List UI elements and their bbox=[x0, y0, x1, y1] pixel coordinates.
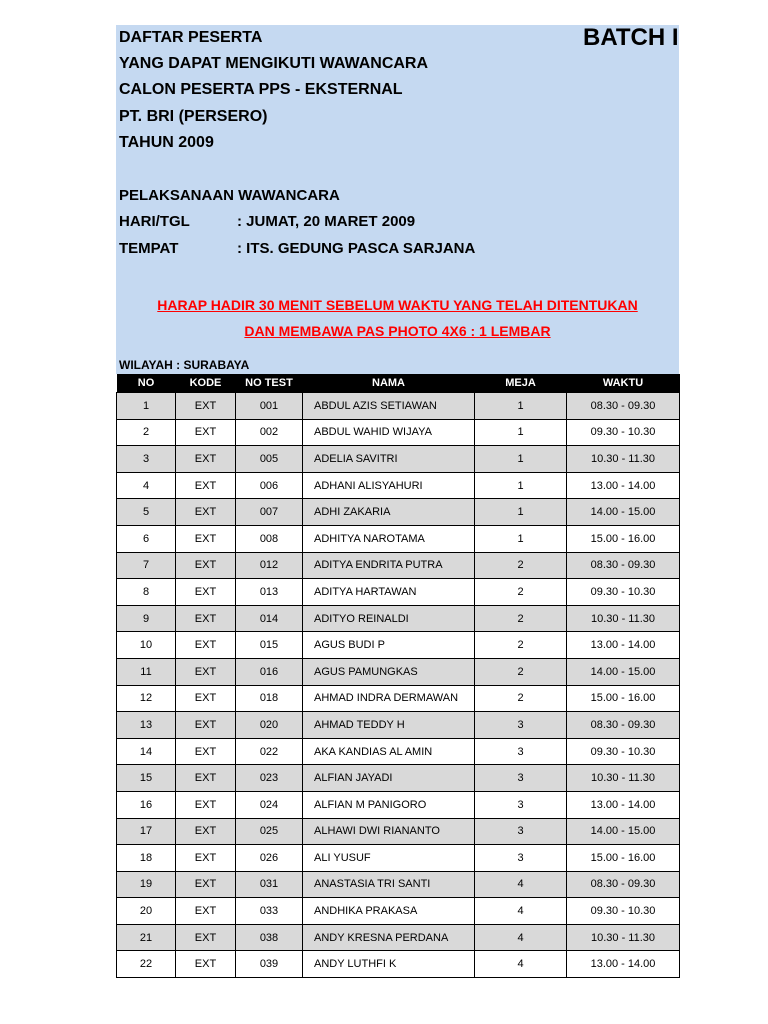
cell-no: 12 bbox=[117, 685, 176, 712]
table-body bbox=[117, 393, 680, 978]
cell-no-test: 023 bbox=[236, 765, 303, 792]
table-row bbox=[117, 924, 680, 951]
cell-no-test: 026 bbox=[236, 845, 303, 872]
cell-meja: 1 bbox=[475, 393, 567, 420]
cell-waktu: 13.00 - 14.00 bbox=[567, 791, 680, 818]
cell-kode: EXT bbox=[176, 499, 236, 526]
cell-no: 17 bbox=[117, 818, 176, 845]
cell-nama: AKA KANDIAS AL AMIN bbox=[303, 738, 475, 765]
cell-waktu: 08.30 - 09.30 bbox=[567, 871, 680, 898]
cell-kode: EXT bbox=[176, 658, 236, 685]
cell-no-test: 015 bbox=[236, 632, 303, 659]
table-row bbox=[117, 871, 680, 898]
cell-no: 13 bbox=[117, 712, 176, 739]
cell-no-test: 022 bbox=[236, 738, 303, 765]
cell-meja: 1 bbox=[475, 419, 567, 446]
cell-meja: 4 bbox=[475, 871, 567, 898]
cell-waktu: 08.30 - 09.30 bbox=[567, 552, 680, 579]
cell-kode: EXT bbox=[176, 791, 236, 818]
cell-meja: 2 bbox=[475, 579, 567, 606]
cell-meja: 1 bbox=[475, 446, 567, 473]
cell-nama: ANDHIKA PRAKASA bbox=[303, 898, 475, 925]
cell-no: 22 bbox=[117, 951, 176, 978]
cell-no-test: 014 bbox=[236, 605, 303, 632]
cell-meja: 4 bbox=[475, 898, 567, 925]
cell-kode: EXT bbox=[176, 472, 236, 499]
cell-meja: 1 bbox=[475, 499, 567, 526]
cell-no: 3 bbox=[117, 446, 176, 473]
table-row bbox=[117, 446, 680, 473]
cell-no-test: 033 bbox=[236, 898, 303, 925]
cell-kode: EXT bbox=[176, 845, 236, 872]
cell-nama: ADHANI ALISYAHURI bbox=[303, 472, 475, 499]
cell-no-test: 008 bbox=[236, 525, 303, 552]
cell-no: 7 bbox=[117, 552, 176, 579]
cell-no: 14 bbox=[117, 738, 176, 765]
cell-kode: EXT bbox=[176, 951, 236, 978]
table-row bbox=[117, 791, 680, 818]
cell-waktu: 15.00 - 16.00 bbox=[567, 845, 680, 872]
cell-meja: 4 bbox=[475, 924, 567, 951]
cell-meja: 3 bbox=[475, 845, 567, 872]
cell-waktu: 15.00 - 16.00 bbox=[567, 685, 680, 712]
cell-nama: ALI YUSUF bbox=[303, 845, 475, 872]
cell-nama: ADITYA HARTAWAN bbox=[303, 579, 475, 606]
cell-meja: 2 bbox=[475, 658, 567, 685]
cell-nama: ALFIAN M PANIGORO bbox=[303, 791, 475, 818]
table-row bbox=[117, 685, 680, 712]
cell-kode: EXT bbox=[176, 898, 236, 925]
cell-kode: EXT bbox=[176, 871, 236, 898]
cell-no-test: 013 bbox=[236, 579, 303, 606]
table-row bbox=[117, 499, 680, 526]
title-line-5: TAHUN 2009 bbox=[119, 134, 214, 151]
cell-kode: EXT bbox=[176, 924, 236, 951]
table-row bbox=[117, 658, 680, 685]
table-row bbox=[117, 552, 680, 579]
cell-no-test: 001 bbox=[236, 393, 303, 420]
cell-kode: EXT bbox=[176, 579, 236, 606]
column-header-nama: NAMA bbox=[303, 374, 475, 393]
hari-value: : JUMAT, 20 MARET 2009 bbox=[237, 213, 416, 230]
cell-waktu: 08.30 - 09.30 bbox=[567, 712, 680, 739]
cell-nama: ANASTASIA TRI SANTI bbox=[303, 871, 475, 898]
cell-no-test: 016 bbox=[236, 658, 303, 685]
cell-no-test: 039 bbox=[236, 951, 303, 978]
cell-nama: ADELIA SAVITRI bbox=[303, 446, 475, 473]
cell-kode: EXT bbox=[176, 765, 236, 792]
table-row bbox=[117, 951, 680, 978]
cell-meja: 2 bbox=[475, 685, 567, 712]
cell-kode: EXT bbox=[176, 605, 236, 632]
cell-nama: ANDY KRESNA PERDANA bbox=[303, 924, 475, 951]
cell-meja: 2 bbox=[475, 552, 567, 579]
cell-no: 8 bbox=[117, 579, 176, 606]
column-header-no-test: NO TEST bbox=[236, 374, 303, 393]
notice-line-2: DAN MEMBAWA PAS PHOTO 4X6 : 1 LEMBAR bbox=[244, 323, 551, 339]
cell-no: 5 bbox=[117, 499, 176, 526]
cell-nama: ALHAWI DWI RIANANTO bbox=[303, 818, 475, 845]
cell-no: 6 bbox=[117, 525, 176, 552]
column-header-meja: MEJA bbox=[475, 374, 567, 393]
table-row bbox=[117, 393, 680, 420]
cell-waktu: 10.30 - 11.30 bbox=[567, 446, 680, 473]
cell-waktu: 08.30 - 09.30 bbox=[567, 393, 680, 420]
cell-waktu: 13.00 - 14.00 bbox=[567, 632, 680, 659]
cell-kode: EXT bbox=[176, 446, 236, 473]
cell-meja: 3 bbox=[475, 738, 567, 765]
cell-no: 9 bbox=[117, 605, 176, 632]
cell-waktu: 14.00 - 15.00 bbox=[567, 499, 680, 526]
title-line-3: CALON PESERTA PPS - EKSTERNAL bbox=[119, 81, 403, 98]
cell-waktu: 14.00 - 15.00 bbox=[567, 818, 680, 845]
cell-waktu: 09.30 - 10.30 bbox=[567, 898, 680, 925]
table-row bbox=[117, 472, 680, 499]
column-header-no: NO bbox=[117, 374, 176, 393]
cell-meja: 2 bbox=[475, 605, 567, 632]
cell-kode: EXT bbox=[176, 419, 236, 446]
cell-waktu: 10.30 - 11.30 bbox=[567, 924, 680, 951]
participants-table bbox=[116, 374, 680, 978]
pelaksanaan-heading: PELAKSANAAN WAWANCARA bbox=[119, 187, 340, 204]
cell-waktu: 10.30 - 11.30 bbox=[567, 765, 680, 792]
cell-no: 2 bbox=[117, 419, 176, 446]
cell-no: 20 bbox=[117, 898, 176, 925]
tempat-label: TEMPAT bbox=[119, 240, 179, 257]
cell-meja: 3 bbox=[475, 791, 567, 818]
table-row bbox=[117, 419, 680, 446]
cell-kode: EXT bbox=[176, 525, 236, 552]
cell-no-test: 005 bbox=[236, 446, 303, 473]
cell-no: 10 bbox=[117, 632, 176, 659]
cell-no: 19 bbox=[117, 871, 176, 898]
cell-kode: EXT bbox=[176, 632, 236, 659]
column-header-waktu: WAKTU bbox=[567, 374, 680, 393]
cell-no-test: 002 bbox=[236, 419, 303, 446]
title-line-4: PT. BRI (PERSERO) bbox=[119, 108, 268, 125]
table-row bbox=[117, 579, 680, 606]
cell-meja: 2 bbox=[475, 632, 567, 659]
cell-no-test: 020 bbox=[236, 712, 303, 739]
table-header-row bbox=[117, 374, 680, 393]
notice-line-1: HARAP HADIR 30 MENIT SEBELUM WAKTU YANG TELAH DITENTUKAN bbox=[157, 297, 638, 313]
cell-no: 16 bbox=[117, 791, 176, 818]
cell-waktu: 13.00 - 14.00 bbox=[567, 951, 680, 978]
cell-meja: 1 bbox=[475, 472, 567, 499]
cell-no: 18 bbox=[117, 845, 176, 872]
cell-waktu: 09.30 - 10.30 bbox=[567, 419, 680, 446]
cell-meja: 1 bbox=[475, 525, 567, 552]
cell-no: 15 bbox=[117, 765, 176, 792]
cell-nama: AGUS BUDI P bbox=[303, 632, 475, 659]
cell-no-test: 007 bbox=[236, 499, 303, 526]
table-row bbox=[117, 712, 680, 739]
cell-nama: ADITYA ENDRITA PUTRA bbox=[303, 552, 475, 579]
cell-nama: ADHITYA NAROTAMA bbox=[303, 525, 475, 552]
cell-kode: EXT bbox=[176, 712, 236, 739]
cell-no-test: 038 bbox=[236, 924, 303, 951]
cell-waktu: 09.30 - 10.30 bbox=[567, 579, 680, 606]
cell-nama: ABDUL AZIS SETIAWAN bbox=[303, 393, 475, 420]
batch-label: BATCH I bbox=[583, 24, 679, 51]
cell-no-test: 018 bbox=[236, 685, 303, 712]
cell-nama: ANDY LUTHFI K bbox=[303, 951, 475, 978]
cell-nama: AHMAD TEDDY H bbox=[303, 712, 475, 739]
table-row bbox=[117, 525, 680, 552]
cell-nama: AHMAD INDRA DERMAWAN bbox=[303, 685, 475, 712]
cell-no-test: 012 bbox=[236, 552, 303, 579]
hari-label: HARI/TGL bbox=[119, 213, 190, 230]
cell-waktu: 10.30 - 11.30 bbox=[567, 605, 680, 632]
cell-no: 4 bbox=[117, 472, 176, 499]
cell-meja: 4 bbox=[475, 951, 567, 978]
cell-nama: ADITYO REINALDI bbox=[303, 605, 475, 632]
cell-kode: EXT bbox=[176, 738, 236, 765]
cell-waktu: 09.30 - 10.30 bbox=[567, 738, 680, 765]
cell-nama: ABDUL WAHID WIJAYA bbox=[303, 419, 475, 446]
cell-no: 1 bbox=[117, 393, 176, 420]
table-row bbox=[117, 632, 680, 659]
cell-kode: EXT bbox=[176, 685, 236, 712]
table-row bbox=[117, 738, 680, 765]
cell-nama: AGUS PAMUNGKAS bbox=[303, 658, 475, 685]
cell-no-test: 031 bbox=[236, 871, 303, 898]
cell-meja: 3 bbox=[475, 818, 567, 845]
cell-waktu: 15.00 - 16.00 bbox=[567, 525, 680, 552]
cell-nama: ADHI ZAKARIA bbox=[303, 499, 475, 526]
cell-no-test: 006 bbox=[236, 472, 303, 499]
table-row bbox=[117, 818, 680, 845]
column-header-kode: KODE bbox=[176, 374, 236, 393]
cell-meja: 3 bbox=[475, 765, 567, 792]
title-line-1: DAFTAR PESERTA bbox=[119, 29, 263, 46]
table-row bbox=[117, 605, 680, 632]
cell-waktu: 14.00 - 15.00 bbox=[567, 658, 680, 685]
cell-kode: EXT bbox=[176, 393, 236, 420]
cell-no-test: 024 bbox=[236, 791, 303, 818]
cell-meja: 3 bbox=[475, 712, 567, 739]
title-line-2: YANG DAPAT MENGIKUTI WAWANCARA bbox=[119, 55, 429, 72]
table-row bbox=[117, 765, 680, 792]
cell-kode: EXT bbox=[176, 552, 236, 579]
cell-no: 11 bbox=[117, 658, 176, 685]
tempat-value: : ITS. GEDUNG PASCA SARJANA bbox=[237, 240, 476, 257]
region-label: WILAYAH : SURABAYA bbox=[119, 358, 250, 372]
table-row bbox=[117, 898, 680, 925]
cell-kode: EXT bbox=[176, 818, 236, 845]
table-row bbox=[117, 845, 680, 872]
cell-waktu: 13.00 - 14.00 bbox=[567, 472, 680, 499]
cell-no-test: 025 bbox=[236, 818, 303, 845]
cell-nama: ALFIAN JAYADI bbox=[303, 765, 475, 792]
cell-no: 21 bbox=[117, 924, 176, 951]
